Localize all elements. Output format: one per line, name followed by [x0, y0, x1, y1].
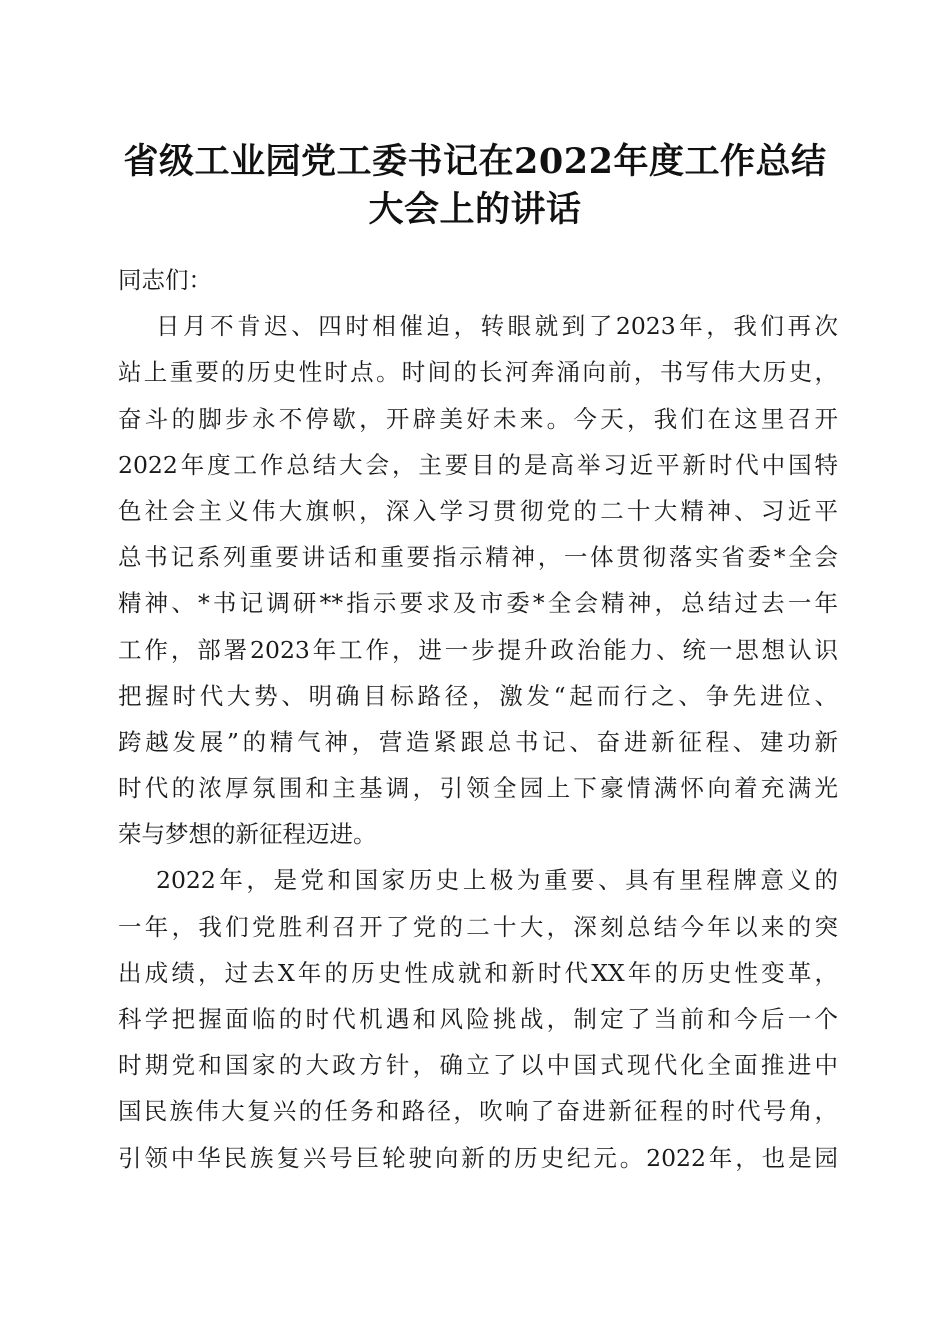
title-line-2: 大会上的讲话	[368, 189, 582, 230]
paragraph-line: 站上重要的历史性时点。时间的长河奔涌向前，书写伟大历史，	[118, 358, 838, 387]
paragraph-line: 工作，部署2023年工作，进一步提升政治能力、统一思想认识	[118, 635, 838, 664]
paragraph-line: 2022年，是党和国家历史上极为重要、具有里程牌意义的	[156, 866, 838, 895]
paragraph-line: 精神、*书记调研**指示要求及市委*全会精神，总结过去一年	[118, 589, 838, 618]
paragraph-1	[118, 303, 838, 857]
paragraph-line: 出成绩，过去X年的历史性成就和新时代XX年的历史性变革，	[118, 958, 838, 987]
paragraph-line: 时期党和国家的大政方针，确立了以中国式现代化全面推进中	[118, 1051, 838, 1080]
paragraph-line: 2022年度工作总结大会，主要目的是高举习近平新时代中国特	[118, 450, 838, 479]
paragraph-line: 总书记系列重要讲话和重要指示精神，一体贯彻落实省委*全会	[118, 543, 838, 572]
paragraph-2	[118, 857, 838, 1180]
paragraph-line: 荣与梦想的新征程迈进。	[118, 820, 377, 849]
paragraph-line: 科学把握面临的时代机遇和风险挑战，制定了当前和今后一个	[118, 1005, 838, 1033]
page-title	[100, 138, 850, 234]
paragraph-line: 跨越发展”的精气神，营造紧跟总书记、奋进新征程、建功新	[118, 727, 838, 756]
salutation: 同志们：	[118, 266, 212, 294]
paragraph-line: 时代的浓厚氛围和主基调，引领全园上下豪情满怀向着充满光	[118, 774, 838, 803]
paragraph-line: 把握时代大势、明确目标路径，激发“起而行之、争先进位、	[118, 681, 838, 710]
paragraph-line: 引领中华民族复兴号巨轮驶向新的历史纪元。2022年，也是园	[118, 1143, 838, 1172]
paragraph-line: 奋斗的脚步永不停歇，开辟美好未来。今天，我们在这里召开	[118, 404, 838, 433]
title-line-1: 省级工业园党工委书记在2022年度工作总结	[123, 141, 827, 182]
paragraph-line: 色社会主义伟大旗帜，深入学习贯彻党的二十大精神、习近平	[118, 496, 838, 525]
paragraph-line: 一年，我们党胜利召开了党的二十大，深刻总结今年以来的突	[118, 912, 838, 941]
paragraph-line: 国民族伟大复兴的任务和路径，吹响了奋进新征程的时代号角，	[118, 1097, 838, 1126]
document-body	[118, 257, 838, 1181]
paragraph-line: 日月不肯迟、四时相催迫，转眼就到了2023年，我们再次	[156, 312, 838, 341]
